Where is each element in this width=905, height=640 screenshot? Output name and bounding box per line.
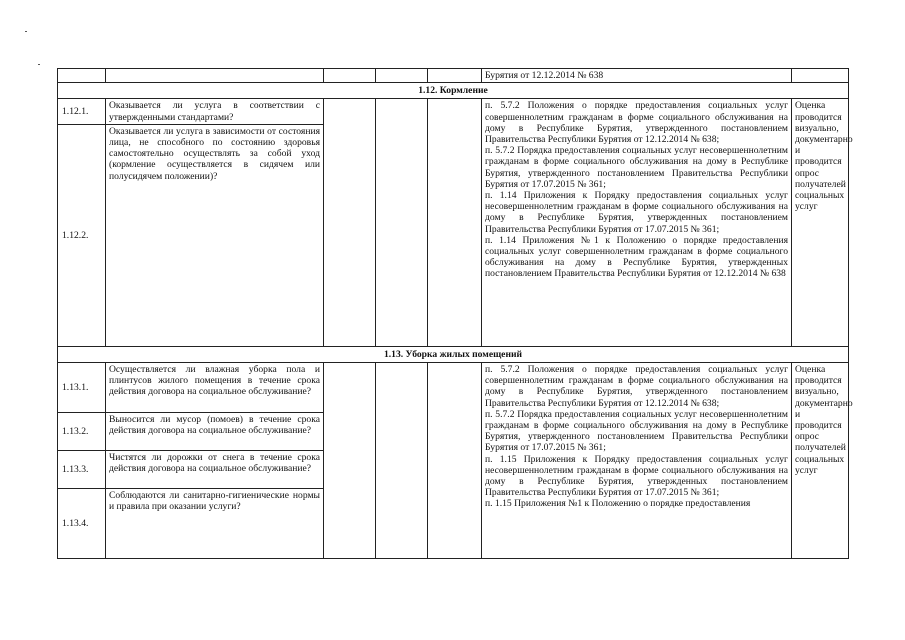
cell-law: Бурятия от 12.12.2014 № 638 xyxy=(482,69,792,83)
row-number: 1.12.1. xyxy=(58,99,106,124)
row-assessment: Оценка проводится визуально, документарно и проводится опрос получателей социальных услуг xyxy=(792,363,849,559)
section-title: 1.13. Уборка жилых помещений xyxy=(58,346,849,362)
row-number: 1.13.2. xyxy=(58,413,106,451)
row-assessment: Оценка проводится визуально, документарно и проводится опрос получателей социальных услуг xyxy=(792,99,849,346)
scan-speck xyxy=(38,64,40,65)
row-number: 1.13.1. xyxy=(58,363,106,413)
legal-ref: п. 1.15 Приложения №1 к Положению о порядке предоставления xyxy=(485,498,751,510)
row-question: Чистятся ли дорожки от снега в течение срока действия договора на социальное обслуживание? xyxy=(106,451,324,489)
legal-ref: п. 5.7.2 Положения о порядке предоставления социальных услуг совершеннолетним гражданам в форме социального обслуживания на дому в Республике Бурятия, утвержденного постановлением Правительства Республики Бурятия от 12.12.2014 № 638; xyxy=(485,364,788,409)
legal-ref: п. 5.7.2 Порядка предоставления социальных услуг несовершеннолетним гражданам в форме социального обслуживания на дому в Республике Бурятия, утвержденного постановлением Правительства Республики Бурятия от 17.07.2015 № 361; xyxy=(485,408,788,454)
cell-blank xyxy=(428,69,482,83)
row-question: Осуществляется ли влажная уборка пола и плинтусов жилого помещения в течение срока действия договора на социальное обслуживание? xyxy=(106,363,324,413)
cell-assessment xyxy=(792,69,849,83)
row-question: Соблюдаются ли санитарно-гигиенические нормы и правила при оказании услуги? xyxy=(106,489,324,559)
cell-blank xyxy=(324,69,376,83)
scan-speck xyxy=(25,31,27,32)
cell-blank xyxy=(428,99,482,346)
row-question: Оказывается ли услуга в зависимости от состояния лица, не способного по состоянию здоровья самостоятельно осуществлять за собой уход (кормление осуществляется в сидячем или полусидячем положении)? xyxy=(106,124,324,346)
section-header-row xyxy=(58,346,849,362)
section-header-row xyxy=(58,83,849,99)
cell-blank xyxy=(324,99,376,346)
legal-ref: п. 1.14 Приложения к Порядку предоставления социальных услуг несовершеннолетним гражданам в форме социального обслуживания на дому в Республике Бурятия, утвержденных постановлением Правительства Республики Бурятия от 17.07.2015 № 361; xyxy=(485,190,788,235)
inspection-table xyxy=(57,68,853,559)
table-row xyxy=(58,99,849,124)
document-page xyxy=(57,68,853,559)
cell-blank xyxy=(376,363,428,559)
row-number: 1.12.2. xyxy=(58,124,106,346)
cell-blank xyxy=(324,363,376,559)
row-question: Выносится ли мусор (помоев) в течение срока действия договора на социальное обслуживание? xyxy=(106,413,324,451)
row-question: Оказывается ли услуга в соответствии с утвержденными стандартами? xyxy=(106,99,324,124)
legal-ref: п. 1.15 Приложения к Порядку предоставления социальных услуг несовершеннолетним гражданам в форме социального обслуживания на дому в Республике Бурятия, утвержденных постановлением Правительства Республики Бурятия от 17.07.2015 № 361; xyxy=(485,453,788,499)
row-legal-basis xyxy=(482,99,792,346)
cell-blank xyxy=(376,99,428,346)
cell-num xyxy=(58,69,106,83)
legal-ref: п. 5.7.2 Положения о порядке предоставления социальных услуг совершеннолетним гражданам в форме социального обслуживания на дому в Республике Бурятия, утвержденного постановлением Правительства Республики Бурятия от 12.12.2014 № 638; xyxy=(485,100,788,146)
legal-ref: п. 1.14 Приложения №1 к Положению о порядке предоставления социальных услуг совершеннолетним гражданам в форме социального обслуживания на дому в Республике Бурятия, утвержденных постановлением Правительства Республики Бурятия от 12.12.2014 № 638 xyxy=(485,234,788,280)
row-legal-basis xyxy=(482,363,792,559)
cell-question xyxy=(106,69,324,83)
row-number: 1.13.3. xyxy=(58,451,106,489)
legal-ref: п. 5.7.2 Порядка предоставления социальных услуг несовершеннолетним гражданам в форме социального обслуживания на дому в Республике Бурятия, утвержденного постановлением Правительства Республики Бурятия от 17.07.2015 № 361; xyxy=(485,145,788,190)
cell-blank xyxy=(428,363,482,559)
cell-blank xyxy=(376,69,428,83)
continuation-row xyxy=(58,69,849,83)
row-number: 1.13.4. xyxy=(58,489,106,559)
section-title: 1.12. Кормление xyxy=(58,83,849,99)
table-row xyxy=(58,363,849,413)
